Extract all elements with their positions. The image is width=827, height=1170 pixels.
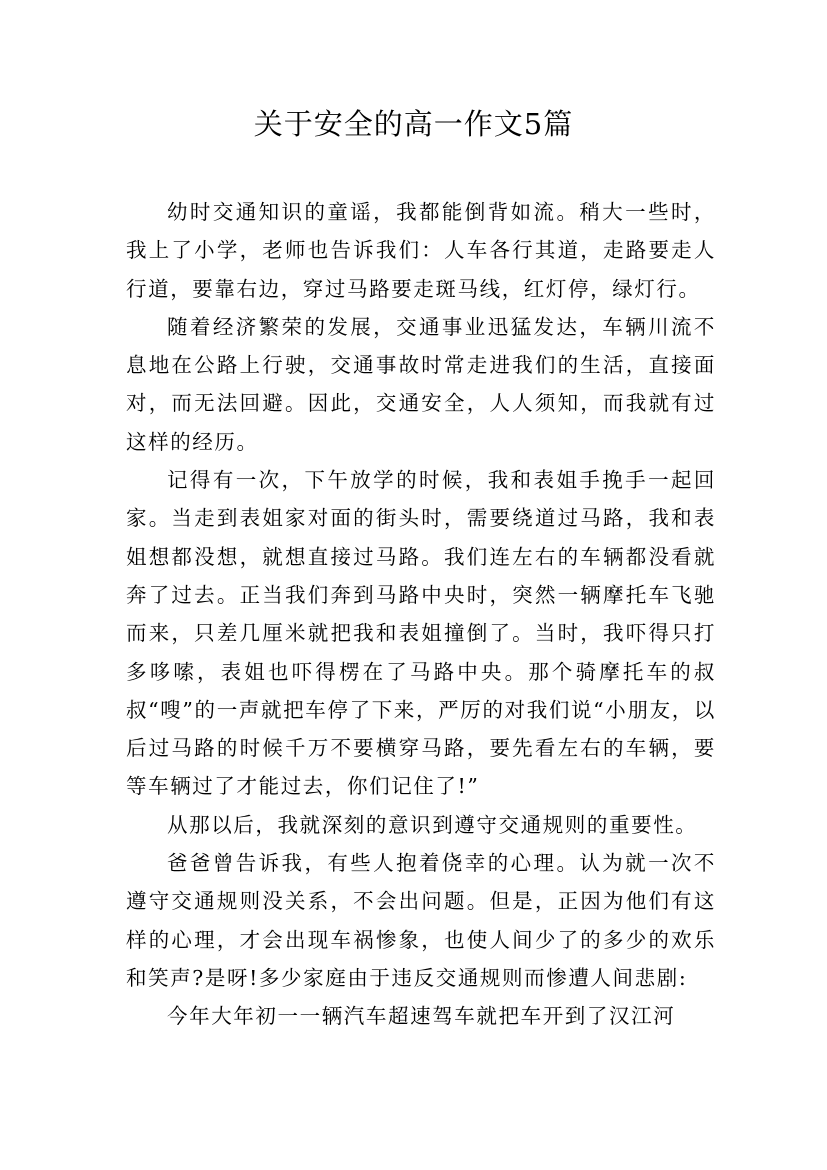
paragraph-6: 今年大年初一一辆汽车超速驾车就把车开到了汉江河: [167, 1004, 676, 1029]
paragraph-3: 记得有一次，下午放学的时候，我和表姐手挽手一起回家。当走到表姐家对面的街头时，需要绕道过马路，我和表姐想都没想，就想直接过马路。我们连左右的车辆都没看就奔了过去。正当我们奔到马路中央时，突然一辆摩托车飞驰而来，只差几厘米就把我和表姐撞倒了。当时，我吓得只打多哆嗦，表姐也吓得楞在了马路中央。那个骑摩托车的叔叔“嗖”的一声就把车停了下来，严厉的对我们说“小朋友，以后过马路的时候千万不要横穿马路，要先看左右的车辆，要等车辆过了才能过去，你们记住了!”: [126, 468, 716, 799]
paragraph-1: 幼时交通知识的童谣，我都能倒背如流。稍大一些时，我上了小学，老师也告诉我们：人车各行其道，走路要走人行道，要靠右边，穿过马路要走斑马线，红灯停，绿灯行。: [126, 200, 716, 301]
paragraph-2: 随着经济繁荣的发展，交通事业迅猛发达，车辆川流不息地在公路上行驶，交通事故时常走进我们的生活，直接面对，而无法回避。因此，交通安全，人人须知，而我就有过这样的经历。: [126, 314, 716, 454]
document-title: 关于安全的高一作文5篇: [253, 107, 574, 141]
paragraph-5: 爸爸曾告诉我，有些人抱着侥幸的心理。认为就一次不遵守交通规则没关系，不会出问题。但是，正因为他们有这样的心理，才会出现车祸惨象，也使人间少了的多少的欢乐和笑声?是呀!多少家庭由于违反交通规则而惨遭人间悲剧:: [126, 851, 716, 990]
document-body: [126, 193, 716, 1036]
paragraph-4: 从那以后，我就深刻的意识到遵守交通规则的重要性。: [167, 812, 698, 837]
